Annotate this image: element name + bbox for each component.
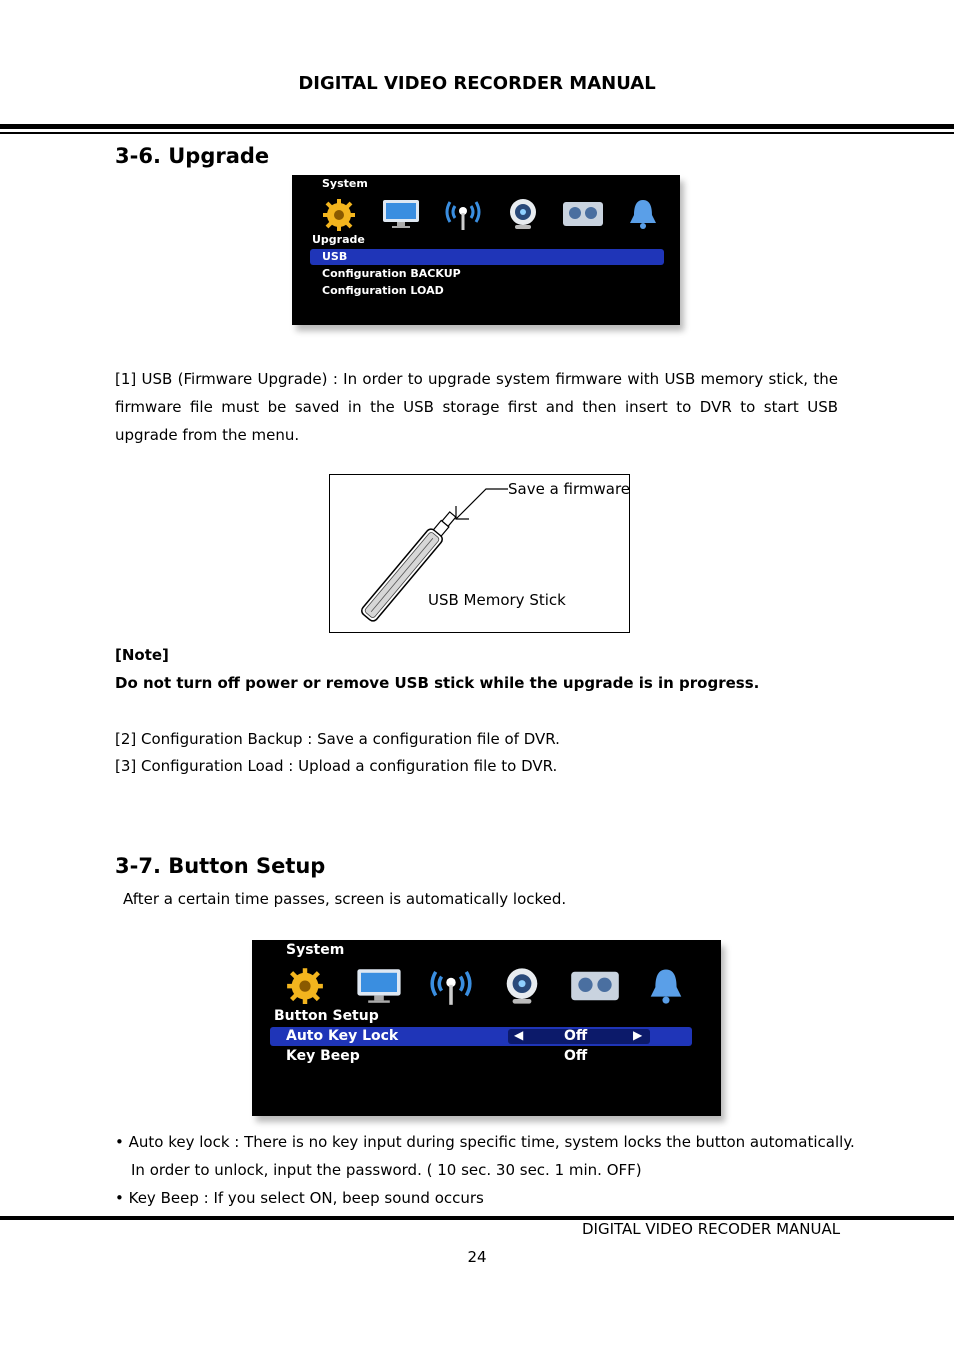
auto-key-lock-value[interactable]: Off (564, 1028, 588, 1044)
note-text: Do not turn off power or remove USB stick while the upgrade is in progress. (115, 674, 760, 692)
usb-diagram (329, 474, 630, 633)
system-label: System (322, 177, 368, 190)
usb-memory-stick-label: USB Memory Stick (428, 591, 566, 609)
alarm-bell-icon (626, 197, 660, 231)
key-beep-value[interactable]: Off (564, 1048, 588, 1064)
gear-icon (318, 197, 360, 231)
callout-save-firmware: Save a firmware (508, 480, 631, 498)
bullet-key-beep: • Key Beep : If you select ON, beep sound occurs (115, 1189, 484, 1207)
page-number: 24 (467, 1248, 487, 1266)
camera-icon (502, 966, 542, 1006)
header-rule-thin (0, 132, 954, 134)
config-backup-text: [2] Configuration Backup : Save a configuration file of DVR. (115, 730, 560, 748)
network-icon (442, 197, 484, 231)
recorder-icon (562, 201, 604, 227)
recorder-icon (570, 970, 620, 1002)
bullet-auto-key-lock: • Auto key lock : There is no key input during specific time, system locks the button automatically. (115, 1133, 855, 1151)
usb-upgrade-paragraph: [1] USB (Firmware Upgrade) : In order to upgrade system firmware with USB memory stick, the firmware file must be saved in the USB storage first and then insert to DVR to start USB upgrade from the menu. (115, 370, 838, 444)
key-beep-label[interactable]: Key Beep (286, 1048, 360, 1064)
camera-icon (506, 197, 540, 231)
menu-item-config-load[interactable]: Configuration LOAD (322, 284, 444, 297)
menu-item-usb[interactable]: USB (322, 250, 348, 263)
arrow-right-icon[interactable]: ▶ (633, 1028, 643, 1042)
bullet-auto-key-lock-continued: In order to unlock, input the password. ( 10 sec. 30 sec. 1 min. OFF) (131, 1161, 642, 1179)
menu-item-config-backup[interactable]: Configuration BACKUP (322, 267, 461, 280)
network-icon (426, 966, 476, 1006)
note-title: [Note] (115, 646, 169, 664)
menu-title-upgrade: Upgrade (312, 233, 365, 246)
button-setup-intro: After a certain time passes, screen is automatically locked. (123, 890, 567, 908)
menu-title-button-setup: Button Setup (274, 1008, 379, 1024)
manual-header-title: DIGITAL VIDEO RECORDER MANUAL (298, 73, 656, 94)
system-label: System (286, 942, 345, 958)
alarm-bell-icon (646, 966, 686, 1006)
section-title-button-setup: 3-7. Button Setup (115, 854, 326, 878)
selected-row-highlight (310, 249, 664, 265)
arrow-left-icon[interactable]: ◀ (514, 1028, 524, 1042)
monitor-icon (382, 199, 420, 229)
upgrade-menu-screenshot (292, 175, 680, 325)
header-rule (0, 124, 954, 129)
footer-title: DIGITAL VIDEO RECODER MANUAL (582, 1220, 841, 1238)
section-title-upgrade: 3-6. Upgrade (115, 144, 270, 168)
gear-icon (280, 966, 330, 1004)
button-setup-menu-screenshot (252, 940, 721, 1116)
auto-key-lock-label[interactable]: Auto Key Lock (286, 1028, 399, 1044)
monitor-icon (356, 968, 402, 1004)
config-load-text: [3] Configuration Load : Upload a configuration file to DVR. (115, 757, 558, 775)
